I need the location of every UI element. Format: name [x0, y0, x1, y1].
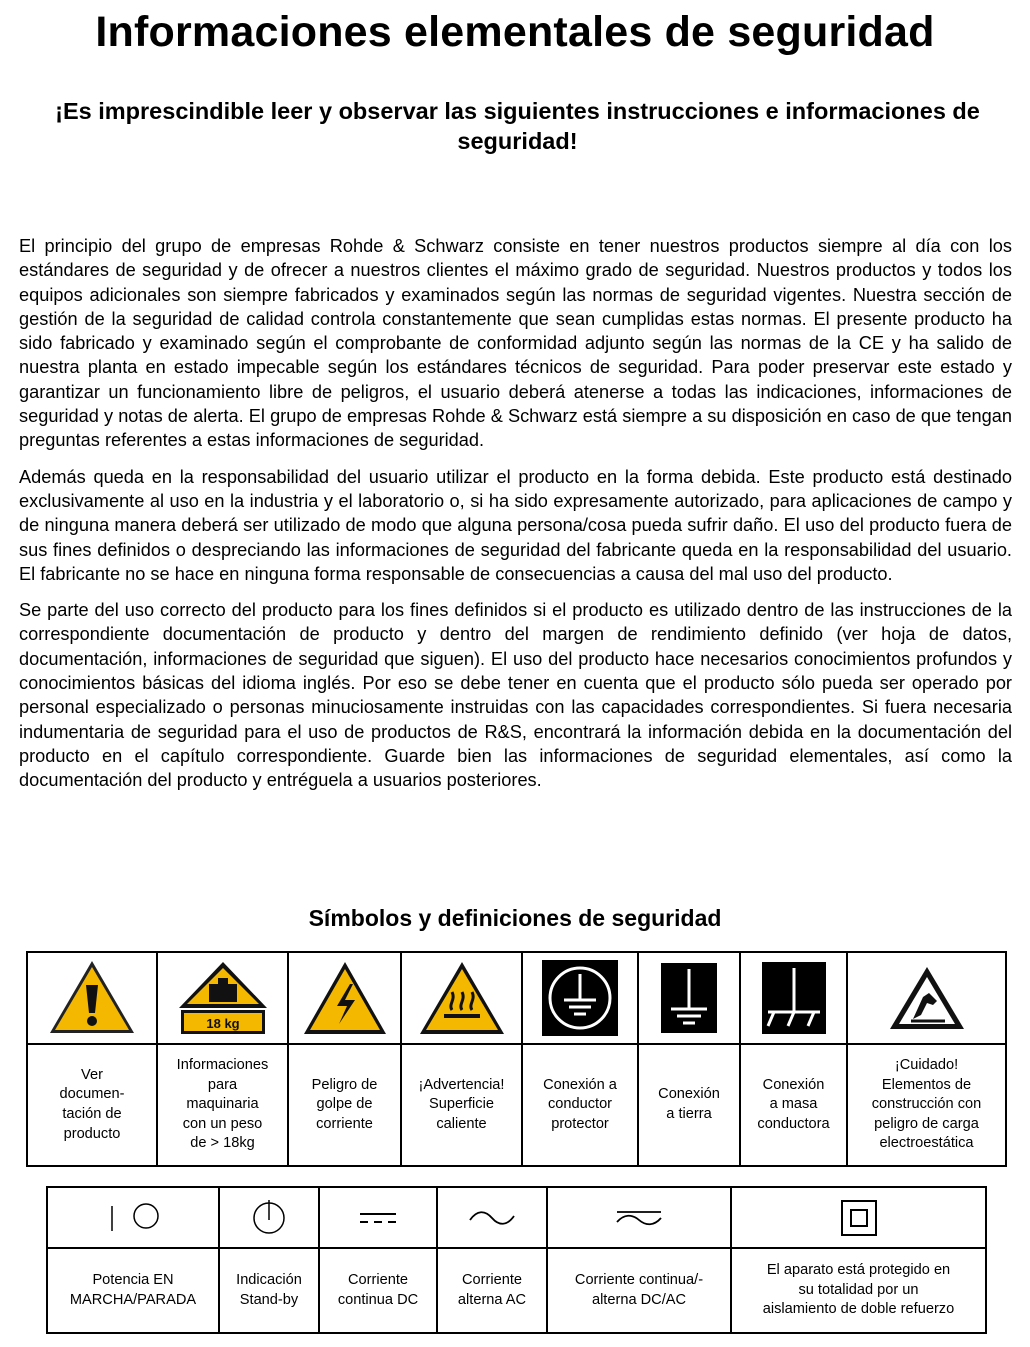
symbol-label: ¡Advertencia! Superficie caliente: [418, 1076, 505, 1132]
symbol-cell: [219, 1187, 319, 1248]
symbol-label: Indicación Stand-by: [236, 1271, 302, 1308]
chassis-ground-icon: [762, 962, 826, 1034]
symbol-label: ¡Cuidado! Elementos de construcción con peligro de carga electroestática: [871, 1057, 982, 1152]
symbol-label-cell: [319, 1248, 437, 1333]
symbol-label-cell: [27, 1044, 157, 1166]
weight-label: 18 kg: [205, 1016, 240, 1031]
symbol-label: Informaciones para maquinaria con un peso de > 18kg: [176, 1057, 269, 1152]
symbol-cell: [847, 952, 1006, 1044]
symbol-label-cell: [401, 1044, 522, 1166]
symbol-cell: [740, 952, 847, 1044]
heavy-weight-icon: [175, 958, 271, 1038]
symbol-cell: [27, 952, 157, 1044]
symbol-label: Corriente continua/- alterna DC/AC: [574, 1271, 704, 1308]
exclamation-warning-icon: [46, 957, 138, 1039]
symbol-label-cell: [437, 1248, 547, 1333]
symbol-label-cell: [638, 1044, 740, 1166]
symbol-label-cell: [847, 1044, 1006, 1166]
symbol-label: Corriente continua DC: [337, 1271, 419, 1308]
symbol-label: Peligro de golpe de corriente: [311, 1076, 378, 1132]
symbol-label-cell: [47, 1248, 219, 1333]
symbol-cell: [319, 1187, 437, 1248]
symbol-label: Conexión a tierra: [658, 1086, 720, 1122]
symbol-label-cell: [731, 1248, 986, 1333]
symbol-label: Conexión a conductor protector: [543, 1076, 617, 1132]
power-on-off-icon: [98, 1201, 168, 1235]
direct-current-icon: [356, 1208, 400, 1228]
symbol-label: Ver documen- tación de producto: [59, 1066, 125, 1142]
symbol-label: Conexión a masa conductora: [757, 1076, 830, 1132]
symbol-cell: [437, 1187, 547, 1248]
symbol-cell: [522, 952, 638, 1044]
symbol-cell: [288, 952, 401, 1044]
symbol-cell: [638, 952, 740, 1044]
page-title: Informaciones elementales de seguridad: [95, 8, 935, 56]
esd-warning-icon: [887, 963, 967, 1033]
safety-symbols-table: [26, 951, 1007, 1167]
electric-shock-icon: [301, 958, 389, 1038]
dc-ac-current-icon: [614, 1207, 664, 1229]
symbol-label: El aparato está protegido en su totalidad por un aislamiento de doble refuerzo: [762, 1262, 955, 1318]
symbol-label-cell: [740, 1044, 847, 1166]
symbol-label-cell: [547, 1248, 731, 1333]
paragraph: El principio del grupo de empresas Rohde & Schwarz consiste en tener nuestros productos siempre al día con los estándares de seguridad y de ofrecer a nuestros clientes el máximo grado de seguridad. Nuestros productos y todos los equipos adicionales son siempre fabricados y examinados según las normas de seguridad vigentes. Nuestra sección de gestión de la seguridad de calidad controla constantemente que sean cumplidas estas normas. El presente producto ha sido fabricado y examinado según el comprobante de conformidad adjunto según las normas de la CE y ha salido de nuestra planta en estado impecable según los estándares técnicos de seguridad. Para poder preservar este estado y garantizar un funcionamiento libre de peligros, el usuario deberá atenerse a todas las indicaciones, informaciones de seguridad y notas de alerta. El grupo de empresas Rohde & Schwarz está siempre a su disposición en caso de que tengan preguntas referentes a estas informaciones de seguridad.: [19, 236, 1012, 451]
paragraph: Además queda en la responsabilidad del usuario utilizar el producto en la forma debida. Este producto está destinado exclusivamente al uso en la industria y el laboratorio o, si ha sido expresamente autorizado, para aplicaciones de campo y de ninguna manera deberá ser utilizado de modo que alguna persona/cosa pueda sufrir daño. El uso del producto fuera de sus fines definidos o despreciando las informaciones de seguridad del fabricante queda en la responsabilidad del usuario. El fabricante no se hace en ninguna forma responsable de consecuencias a causa del mal uso del producto.: [19, 466, 1012, 584]
symbols-heading: Símbolos y definiciones de seguridad: [308, 905, 722, 931]
symbol-label-cell: [157, 1044, 288, 1166]
symbol-cell: [547, 1187, 731, 1248]
symbol-label: Corriente alterna AC: [457, 1271, 527, 1308]
symbol-cell: [157, 952, 288, 1044]
symbol-cell: [731, 1187, 986, 1248]
protective-earth-icon: [542, 960, 618, 1036]
hot-surface-icon: [416, 958, 508, 1038]
symbol-label-cell: [219, 1248, 319, 1333]
symbol-cell: [47, 1187, 219, 1248]
symbol-label-cell: [522, 1044, 638, 1166]
paragraph: Se parte del uso correcto del producto para los fines definidos si el producto es utilizado dentro de las instrucciones de la correspondiente documentación de producto y dentro del margen de rendimiento definido (ver hoja de datos, documentación, informaciones de seguridad que siguen). El uso del producto hace necesarios conocimientos profundos y conocimientos básicas del idioma inglés. Por eso se debe tener en cuenta que el producto sólo pueda ser operado por personal especializado o personas minuciosamente instruidas con las capacidades correspondientes. Si fuera necesaria indumentaria de seguridad para el uso de productos de R&S, encontrará la información debida en la documentación del producto en el capítulo correspondiente. Guarde bien las informaciones de seguridad elementales, así como la documentación del producto y entréguela a usuarios posteriores.: [19, 600, 1012, 791]
symbol-label-cell: [288, 1044, 401, 1166]
alternating-current-icon: [467, 1208, 517, 1228]
electrical-symbols-table: [46, 1186, 987, 1334]
symbol-label: Potencia EN MARCHA/PARADA: [69, 1271, 197, 1308]
earth-ground-icon: [661, 963, 717, 1033]
symbol-cell: [401, 952, 522, 1044]
standby-icon: [249, 1198, 289, 1238]
double-insulation-icon: [839, 1198, 879, 1238]
intro-text: [19, 234, 1012, 805]
page-subtitle: ¡Es imprescindible leer y observar las siguientes instrucciones e informaciones de seguridad!: [55, 98, 980, 154]
